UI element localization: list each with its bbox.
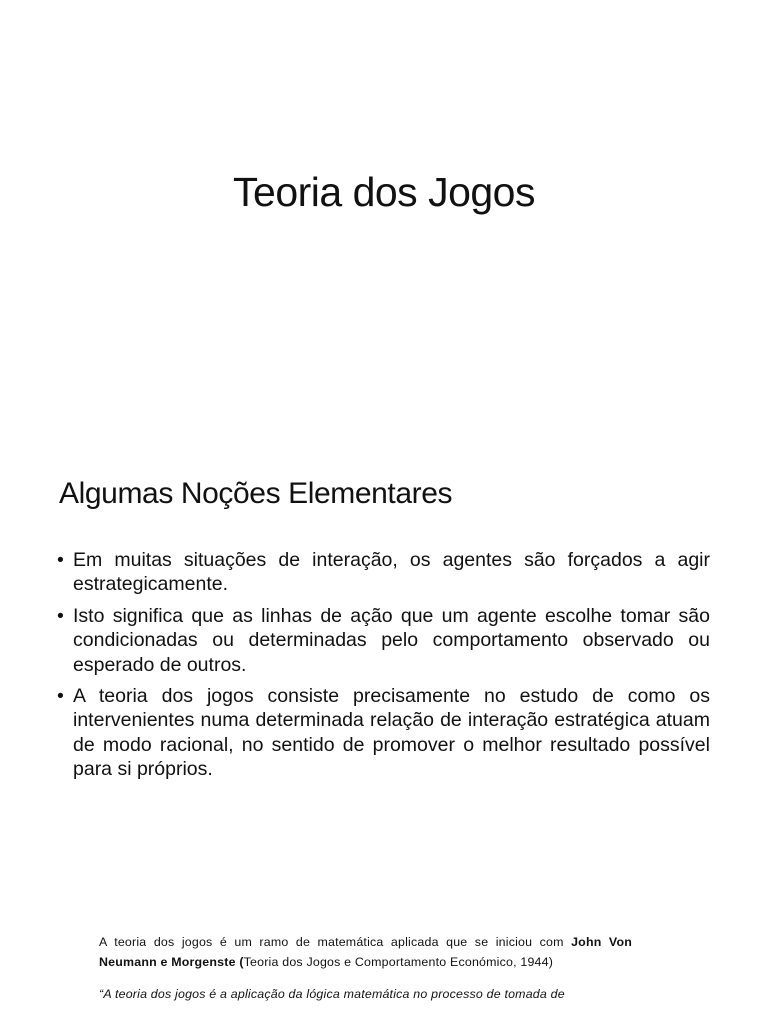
footnote-intro: A teoria dos jogos é um ramo de matemática aplicada que se iniciou com: [99, 935, 572, 949]
footnote-authors: John Von Neumann e Morgenste (: [99, 935, 632, 969]
bullet-marker: •: [57, 549, 64, 571]
bullet-item: [57, 548, 710, 597]
footnote-quote: “A teoria dos jogos é a aplicação da lógica matemática no processo de tomada de: [99, 987, 565, 1001]
bullet-text: A teoria dos jogos consiste precisamente no estudo de como os intervenientes numa determinada relação de interação estratégica atuam de modo racional, no sentido de promover o melhor resultado possível para si próprios.: [73, 685, 710, 781]
footnote-block: [99, 932, 632, 1004]
bullet-marker: •: [57, 604, 64, 627]
footnote-reference: Teoria dos Jogos e Comportamento Económico, 1944): [243, 955, 554, 969]
bullet-marker: •: [57, 685, 64, 708]
bullet-item: [57, 604, 710, 677]
bullet-text: Isto significa que as linhas de ação que um agente escolhe tomar são condicionadas ou determinadas pelo comportamento observado ou esperado de outros.: [73, 604, 710, 676]
bullet-item: [57, 684, 710, 782]
section-heading: Algumas Noções Elementares: [59, 477, 453, 510]
footnote-paragraph: [99, 932, 632, 972]
bullet-list: [57, 548, 710, 789]
bullet-text: Em muitas situações de interação, os agentes são forçados a agir estrategicamente.: [73, 549, 710, 596]
slide-title: Teoria dos Jogos: [233, 169, 535, 215]
